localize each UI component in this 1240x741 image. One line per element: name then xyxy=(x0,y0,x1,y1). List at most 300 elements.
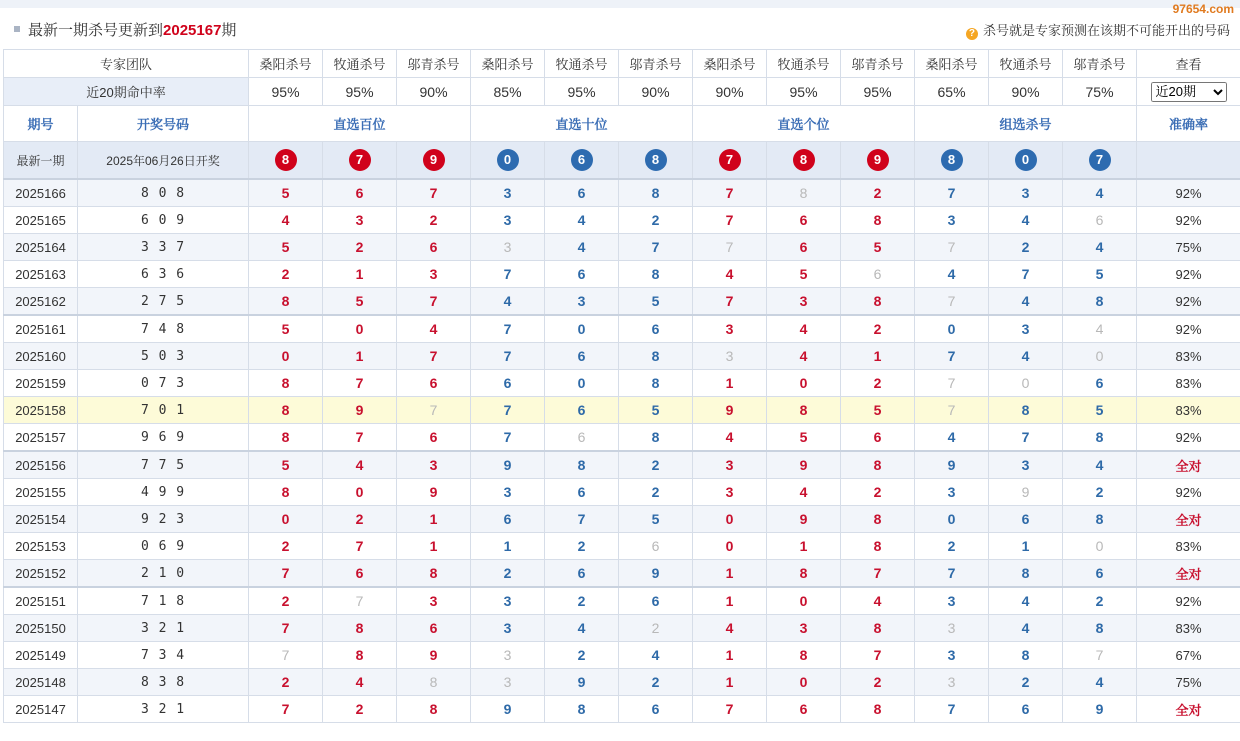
kill-number-cell xyxy=(989,234,1063,261)
kill-number-cell xyxy=(323,587,397,615)
kill-number-cell xyxy=(397,451,471,479)
kill-number: 6 xyxy=(577,565,586,581)
hit-rate: 90% xyxy=(989,78,1063,106)
kill-number: 4 xyxy=(1021,593,1030,609)
kill-number-cell xyxy=(397,615,471,642)
table-row xyxy=(4,587,1240,615)
kill-number-cell xyxy=(397,179,471,207)
kill-number: 2 xyxy=(873,484,882,500)
kill-number: 3 xyxy=(947,647,956,663)
kill-number: 5 xyxy=(1095,266,1104,282)
kill-number: 0 xyxy=(947,321,956,337)
kill-number: 4 xyxy=(873,593,882,609)
table-row xyxy=(4,315,1240,343)
kill-number: 4 xyxy=(1095,321,1104,337)
kill-number-cell xyxy=(249,207,323,234)
kill-number-cell xyxy=(915,587,989,615)
accuracy-cell: 83% xyxy=(1137,533,1240,560)
kill-number-cell xyxy=(1063,343,1137,370)
kill-number: 2 xyxy=(947,538,956,554)
table-row xyxy=(4,424,1240,452)
kill-number: 4 xyxy=(1095,239,1104,255)
kill-number-cell xyxy=(619,560,693,588)
kill-number-cell xyxy=(767,315,841,343)
kill-number-cell xyxy=(249,560,323,588)
kill-number-cell xyxy=(841,560,915,588)
kill-number-cell xyxy=(471,343,545,370)
kill-number: 7 xyxy=(281,647,290,663)
kill-number: 8 xyxy=(799,402,808,418)
kill-number-cell xyxy=(1063,533,1137,560)
kill-number: 7 xyxy=(503,348,512,364)
kill-number: 8 xyxy=(873,538,882,554)
kill-number-cell xyxy=(471,669,545,696)
kill-number-cell xyxy=(767,179,841,207)
kill-number-cell xyxy=(915,234,989,261)
title-period: 2025167 xyxy=(163,22,222,39)
kill-number: 2 xyxy=(503,565,512,581)
kill-number-cell xyxy=(841,315,915,343)
kill-number: 5 xyxy=(651,402,660,418)
table-row xyxy=(4,560,1240,588)
kill-number: 9 xyxy=(1021,484,1030,500)
kill-number: 0 xyxy=(725,511,734,527)
kill-number: 8 xyxy=(281,293,290,309)
kill-number: 6 xyxy=(799,701,808,717)
kill-number: 2 xyxy=(577,593,586,609)
draw-number-cell: 7 0 1 xyxy=(78,397,249,424)
kill-number-cell xyxy=(323,533,397,560)
kill-number: 0 xyxy=(799,593,808,609)
table-row xyxy=(4,370,1240,397)
kill-number: 2 xyxy=(1095,593,1104,609)
kill-number-cell xyxy=(693,288,767,316)
kill-number-cell xyxy=(1063,506,1137,533)
period-cell: 2025152 xyxy=(4,560,78,588)
kill-number: 8 xyxy=(577,457,586,473)
kill-number-cell xyxy=(841,397,915,424)
period-select[interactable] xyxy=(1151,82,1227,102)
kill-number-cell xyxy=(767,642,841,669)
number-ball: 0 xyxy=(1015,149,1037,171)
kill-number-cell xyxy=(249,261,323,288)
kill-number: 8 xyxy=(281,429,290,445)
kill-number: 5 xyxy=(873,239,882,255)
kill-number-cell xyxy=(323,261,397,288)
kill-number: 1 xyxy=(799,538,808,554)
kill-number: 6 xyxy=(577,429,586,445)
period-cell: 2025156 xyxy=(4,451,78,479)
kill-number: 1 xyxy=(1021,538,1030,554)
kill-number: 8 xyxy=(1021,565,1030,581)
col-group-combo: 组选杀号 xyxy=(915,106,1137,142)
kill-number: 7 xyxy=(947,239,956,255)
kill-number-cell xyxy=(915,397,989,424)
kill-number-cell xyxy=(693,615,767,642)
kill-number-cell xyxy=(989,479,1063,506)
expert-name: 桑阳杀号 xyxy=(471,50,545,78)
kill-number-cell xyxy=(397,370,471,397)
kill-number-cell xyxy=(619,207,693,234)
latest-ball-cell xyxy=(619,142,693,180)
kill-number: 5 xyxy=(281,457,290,473)
kill-number: 4 xyxy=(577,212,586,228)
kill-number: 2 xyxy=(651,620,660,636)
kill-number-cell xyxy=(841,479,915,506)
hit-rate: 95% xyxy=(545,78,619,106)
kill-number-cell xyxy=(471,397,545,424)
kill-number-cell xyxy=(619,179,693,207)
kill-number: 1 xyxy=(873,348,882,364)
table-row xyxy=(4,343,1240,370)
kill-number-cell xyxy=(619,533,693,560)
kill-number-cell xyxy=(693,669,767,696)
kill-number-cell xyxy=(989,615,1063,642)
kill-number: 9 xyxy=(651,565,660,581)
draw-number-cell: 7 4 8 xyxy=(78,315,249,343)
kill-number-cell xyxy=(545,533,619,560)
kill-number-cell xyxy=(619,696,693,723)
accuracy-cell: 83% xyxy=(1137,397,1240,424)
kill-number-cell xyxy=(1063,587,1137,615)
kill-number-cell xyxy=(693,207,767,234)
expert-name: 桑阳杀号 xyxy=(915,50,989,78)
kill-number: 3 xyxy=(725,348,734,364)
kill-number: 9 xyxy=(503,701,512,717)
kill-number: 8 xyxy=(799,647,808,663)
kill-number: 8 xyxy=(429,701,438,717)
hit-rate: 90% xyxy=(693,78,767,106)
kill-number: 2 xyxy=(1021,674,1030,690)
kill-number: 1 xyxy=(355,266,364,282)
kill-number: 4 xyxy=(651,647,660,663)
kill-number: 7 xyxy=(355,593,364,609)
draw-number-cell: 5 0 3 xyxy=(78,343,249,370)
note-text: 杀号就是专家预测在该期不可能开出的号码 xyxy=(982,23,1230,38)
kill-number: 6 xyxy=(577,348,586,364)
draw-number-cell: 9 2 3 xyxy=(78,506,249,533)
kill-number: 3 xyxy=(1021,457,1030,473)
draw-number-cell: 2 1 0 xyxy=(78,560,249,588)
kill-number: 2 xyxy=(1095,484,1104,500)
kill-number: 7 xyxy=(873,565,882,581)
kill-number: 4 xyxy=(947,429,956,445)
kill-number: 3 xyxy=(947,674,956,690)
kill-number: 2 xyxy=(873,321,882,337)
kill-number: 7 xyxy=(725,293,734,309)
kill-number-cell xyxy=(841,261,915,288)
kill-number: 6 xyxy=(799,239,808,255)
kill-number: 7 xyxy=(503,429,512,445)
kill-number: 6 xyxy=(577,484,586,500)
kill-number: 8 xyxy=(651,375,660,391)
hit-rate: 85% xyxy=(471,78,545,106)
kill-number-cell xyxy=(841,506,915,533)
kill-number-cell xyxy=(323,424,397,452)
table-row xyxy=(4,615,1240,642)
experts-row xyxy=(4,50,1240,78)
kill-number-cell xyxy=(841,424,915,452)
accuracy-cell: 92% xyxy=(1137,587,1240,615)
kill-number-cell xyxy=(471,560,545,588)
kill-number-cell xyxy=(249,451,323,479)
kill-number: 3 xyxy=(799,293,808,309)
period-cell: 2025164 xyxy=(4,234,78,261)
kill-number: 3 xyxy=(947,593,956,609)
kill-number: 3 xyxy=(429,457,438,473)
kill-number: 6 xyxy=(577,185,586,201)
accuracy-cell: 75% xyxy=(1137,669,1240,696)
kill-number: 2 xyxy=(651,457,660,473)
kill-number-cell xyxy=(619,642,693,669)
kill-number: 7 xyxy=(651,239,660,255)
kill-number-cell xyxy=(915,615,989,642)
kill-number: 6 xyxy=(799,212,808,228)
kill-number: 4 xyxy=(577,620,586,636)
kill-number: 1 xyxy=(725,565,734,581)
period-cell: 2025160 xyxy=(4,343,78,370)
kill-number: 9 xyxy=(799,457,808,473)
accuracy-cell: 92% xyxy=(1137,288,1240,316)
kill-number-cell xyxy=(693,315,767,343)
hit-rate: 95% xyxy=(841,78,915,106)
kill-number-cell xyxy=(323,615,397,642)
kill-number: 7 xyxy=(503,266,512,282)
kill-number: 6 xyxy=(1095,375,1104,391)
table-row xyxy=(4,669,1240,696)
kill-number: 3 xyxy=(355,212,364,228)
kill-number: 8 xyxy=(1021,647,1030,663)
period-select-cell xyxy=(1137,78,1240,106)
kill-number: 8 xyxy=(281,402,290,418)
kill-number-cell xyxy=(545,315,619,343)
kill-number-cell xyxy=(323,560,397,588)
kill-number-cell xyxy=(989,343,1063,370)
kill-number-cell xyxy=(989,207,1063,234)
kill-number: 9 xyxy=(429,484,438,500)
kill-number-cell xyxy=(989,642,1063,669)
kill-number: 6 xyxy=(429,620,438,636)
kill-number-cell xyxy=(323,343,397,370)
kill-number: 0 xyxy=(947,511,956,527)
kill-number: 6 xyxy=(355,185,364,201)
kill-number-cell xyxy=(989,560,1063,588)
column-group-row xyxy=(4,106,1240,142)
kill-number-cell xyxy=(323,234,397,261)
col-accuracy: 准确率 xyxy=(1137,106,1240,142)
kill-number: 2 xyxy=(355,239,364,255)
kill-number: 8 xyxy=(799,185,808,201)
kill-number: 2 xyxy=(577,538,586,554)
kill-number-cell xyxy=(471,533,545,560)
kill-number: 0 xyxy=(355,484,364,500)
kill-number: 7 xyxy=(947,293,956,309)
kill-number: 7 xyxy=(355,538,364,554)
kill-number-cell xyxy=(397,560,471,588)
kill-number: 2 xyxy=(1021,239,1030,255)
draw-number-cell: 7 1 8 xyxy=(78,587,249,615)
col-group-units: 直选个位 xyxy=(693,106,915,142)
view-label: 查看 xyxy=(1137,50,1240,78)
kill-number-cell xyxy=(397,288,471,316)
kill-number-cell xyxy=(841,207,915,234)
accuracy-cell: 75% xyxy=(1137,234,1240,261)
kill-number-cell xyxy=(545,696,619,723)
kill-number: 4 xyxy=(503,293,512,309)
kill-number: 3 xyxy=(503,185,512,201)
kill-number-cell xyxy=(841,343,915,370)
kill-number-cell xyxy=(249,424,323,452)
kill-number-cell xyxy=(471,696,545,723)
kill-number-cell xyxy=(767,696,841,723)
kill-number-cell xyxy=(323,669,397,696)
kill-number: 5 xyxy=(873,402,882,418)
kill-number-cell xyxy=(619,615,693,642)
period-cell: 2025149 xyxy=(4,642,78,669)
kill-number: 3 xyxy=(947,212,956,228)
kill-number-cell xyxy=(619,506,693,533)
kill-number-cell xyxy=(471,207,545,234)
kill-number-cell xyxy=(397,479,471,506)
kill-number: 7 xyxy=(1021,429,1030,445)
accuracy-cell: 83% xyxy=(1137,370,1240,397)
draw-number-cell: 4 9 9 xyxy=(78,479,249,506)
latest-date: 2025年06月26日开奖 xyxy=(78,142,249,180)
kill-number-cell xyxy=(323,479,397,506)
kill-number-cell xyxy=(989,315,1063,343)
kill-number-cell xyxy=(1063,179,1137,207)
kill-number-cell xyxy=(915,696,989,723)
kill-number-cell xyxy=(767,370,841,397)
kill-number-cell xyxy=(915,479,989,506)
bullet-icon xyxy=(14,26,20,32)
accuracy-cell: 92% xyxy=(1137,424,1240,452)
latest-ball-cell xyxy=(693,142,767,180)
kill-number: 4 xyxy=(725,620,734,636)
latest-ball-cell xyxy=(249,142,323,180)
kill-number: 8 xyxy=(355,620,364,636)
kill-number: 8 xyxy=(799,565,808,581)
accuracy-cell: 92% xyxy=(1137,261,1240,288)
kill-number: 8 xyxy=(1095,511,1104,527)
kill-number: 3 xyxy=(503,620,512,636)
kill-number-cell xyxy=(471,179,545,207)
kill-number-cell xyxy=(323,179,397,207)
kill-number: 6 xyxy=(651,538,660,554)
title-suffix: 期 xyxy=(221,22,237,39)
number-ball: 7 xyxy=(1089,149,1111,171)
latest-ball-cell xyxy=(397,142,471,180)
kill-number: 5 xyxy=(281,321,290,337)
accuracy-cell: 全对 xyxy=(1137,560,1240,588)
kill-number-cell xyxy=(915,179,989,207)
kill-number-cell xyxy=(471,506,545,533)
kill-number-cell xyxy=(915,370,989,397)
table-row xyxy=(4,288,1240,316)
kill-number-cell xyxy=(545,397,619,424)
kill-number: 3 xyxy=(503,212,512,228)
kill-number-cell xyxy=(545,615,619,642)
kill-number-cell xyxy=(693,424,767,452)
expert-name: 邬青杀号 xyxy=(397,50,471,78)
draw-number-cell: 3 2 1 xyxy=(78,696,249,723)
kill-number-cell xyxy=(619,234,693,261)
kill-number: 3 xyxy=(947,484,956,500)
kill-number: 1 xyxy=(355,348,364,364)
kill-number: 6 xyxy=(873,266,882,282)
kill-number: 3 xyxy=(503,647,512,663)
kill-number-cell xyxy=(471,261,545,288)
kill-number: 8 xyxy=(1021,402,1030,418)
kill-number-cell xyxy=(767,397,841,424)
table-row xyxy=(4,397,1240,424)
kill-number-cell xyxy=(1063,424,1137,452)
kill-number-cell xyxy=(693,261,767,288)
table-row xyxy=(4,179,1240,207)
kill-number: 0 xyxy=(725,538,734,554)
kill-number-cell xyxy=(249,533,323,560)
accuracy-cell: 83% xyxy=(1137,343,1240,370)
kill-number-cell xyxy=(915,315,989,343)
kill-number-cell xyxy=(249,479,323,506)
kill-number: 6 xyxy=(577,266,586,282)
kill-number: 7 xyxy=(1095,647,1104,663)
period-cell: 2025155 xyxy=(4,479,78,506)
kill-number-cell xyxy=(915,261,989,288)
period-cell: 2025159 xyxy=(4,370,78,397)
table-row xyxy=(4,207,1240,234)
kill-number: 6 xyxy=(429,429,438,445)
kill-number-cell xyxy=(397,234,471,261)
kill-number-cell xyxy=(767,506,841,533)
kill-number: 4 xyxy=(577,239,586,255)
expert-name: 邬青杀号 xyxy=(619,50,693,78)
kill-number-cell xyxy=(249,587,323,615)
kill-number-cell xyxy=(693,397,767,424)
latest-ball-cell xyxy=(545,142,619,180)
kill-number: 7 xyxy=(1021,266,1030,282)
kill-number-cell xyxy=(693,479,767,506)
kill-number-cell xyxy=(1063,261,1137,288)
kill-number-cell xyxy=(397,207,471,234)
kill-number: 4 xyxy=(1021,348,1030,364)
kill-number: 4 xyxy=(1021,620,1030,636)
latest-ball-cell xyxy=(471,142,545,180)
kill-number: 2 xyxy=(355,701,364,717)
kill-number-cell xyxy=(249,234,323,261)
kill-number: 5 xyxy=(1095,402,1104,418)
kill-number: 7 xyxy=(947,402,956,418)
kill-number-cell xyxy=(249,370,323,397)
kill-number-cell xyxy=(323,696,397,723)
col-group-tens: 直选十位 xyxy=(471,106,693,142)
kill-number: 3 xyxy=(1021,321,1030,337)
kill-number: 7 xyxy=(725,212,734,228)
kill-number: 8 xyxy=(429,674,438,690)
kill-number: 6 xyxy=(1095,212,1104,228)
kill-number-cell xyxy=(693,696,767,723)
kill-number-cell xyxy=(693,642,767,669)
latest-row xyxy=(4,142,1240,180)
draw-number-cell: 0 7 3 xyxy=(78,370,249,397)
kill-number: 6 xyxy=(503,375,512,391)
kill-number: 3 xyxy=(503,484,512,500)
kill-number-cell xyxy=(619,370,693,397)
kill-number: 3 xyxy=(725,321,734,337)
kill-number-cell xyxy=(471,451,545,479)
kill-number-cell xyxy=(841,179,915,207)
kill-number-cell xyxy=(915,560,989,588)
